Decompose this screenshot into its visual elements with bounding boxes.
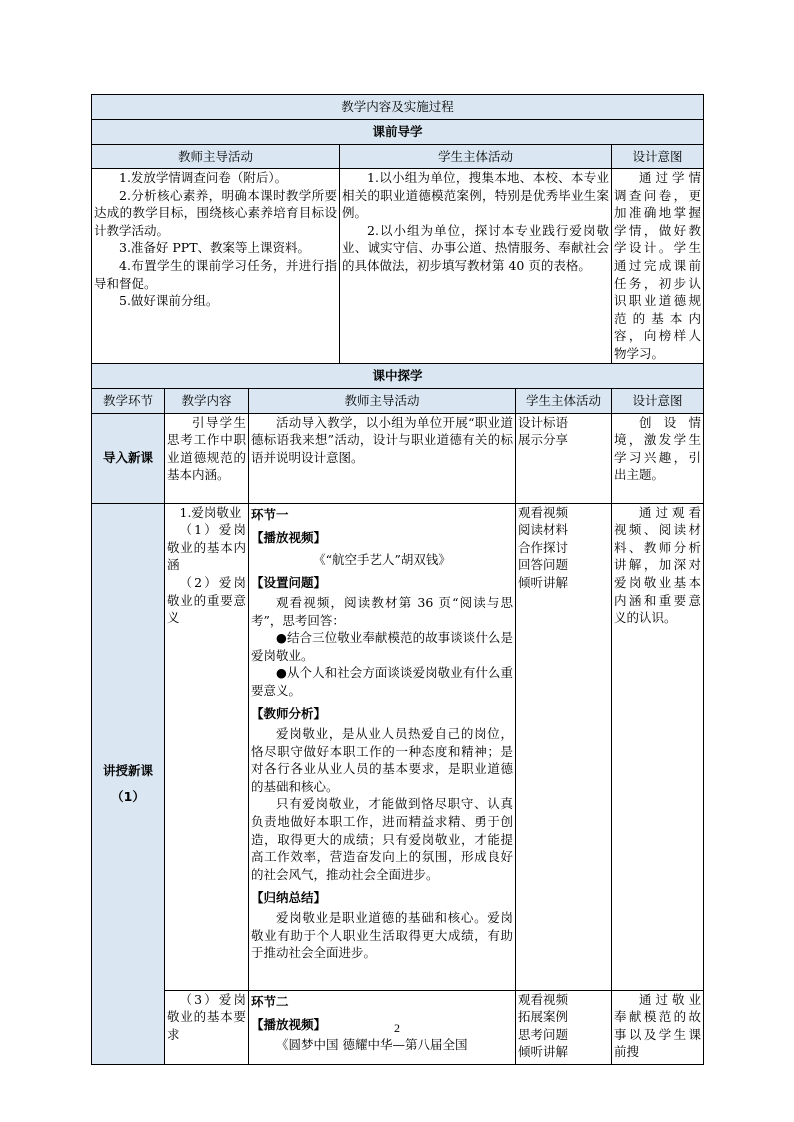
pre-student-item: 2.以小组为单位，探讨本专业践行爱岗敬业、诚实守信、办事公道、热情服务、奉献社会的具体做法，初步填写教材第 40 页的表格。 <box>342 222 609 273</box>
intro-content: 引导学生思考工作中职业道德规范的基本内涵。 <box>165 413 249 503</box>
summary-text: 爱岗敬业是职业道德的基础和核心。爱岗敬业有助于个人职业生活取得更大成绩，有助于推动社会全面进步。 <box>251 910 513 961</box>
in-class-title: 课中探学 <box>92 363 704 388</box>
section-title: 教学内容及实施过程 <box>92 95 704 120</box>
lecture1-student-item: 回答问题 <box>518 557 569 573</box>
intro-student-item: 展示分享 <box>518 432 569 448</box>
lecture1-content: 1.爱岗敬业 （1）爱岗敬业的基本内涵 （2）爱岗敬业的重要意义 <box>165 503 249 990</box>
summary-heading: 【归纳总结】 <box>251 890 327 906</box>
question-text: 观看视频，阅读教材第 36 页“阅读与思考”，思考回答： <box>251 594 513 628</box>
video-title: 《圆梦中国 德耀中华—第八届全国 <box>276 1036 468 1052</box>
intro-intent: 创设情境，激发学生学习兴趣，引出主题。 <box>612 413 704 503</box>
step-title: 环节二 <box>251 993 289 1009</box>
pre-student-activities <box>340 169 612 364</box>
lecture1-intent: 通过观看视频、阅读材料、教师分析讲解，加深对爱岗敬业基本内涵和重要意义的认识。 <box>612 503 704 990</box>
analysis-heading: 【教师分析】 <box>251 706 327 722</box>
pre-class-title: 课前导学 <box>92 120 704 145</box>
segment-intro: 导入新课 <box>92 413 165 503</box>
lecture1-student-item: 倾听讲解 <box>518 574 569 590</box>
analysis-paragraph: 只有爱岗敬业，才能做到恪尽职守、认真负责地做好本职工作，进而精益求精、勇于创造，取得更大的成绩；只有爱岗敬业，才能提高工作效率，营造奋发向上的氛围，形成良好的社会风气，推动社会全面进步。 <box>251 796 513 882</box>
lecture1-student-item: 阅读材料 <box>518 522 569 538</box>
pre-teacher-item: 2.分析核心素养，明确本课时教学所要达成的教学目标，围绕核心素养培育目标设计教学活动。 <box>94 187 337 238</box>
video-heading: 【播放视频】 <box>251 1017 327 1033</box>
lecture1-teacher <box>249 503 516 990</box>
in-header-content: 教学内容 <box>165 388 249 413</box>
lecture2-student-item: 观看视频 <box>518 991 569 1007</box>
lecture1-student-item: 观看视频 <box>518 504 569 520</box>
lecture2-student-item: 思考问题 <box>518 1026 569 1042</box>
in-header-student: 学生主体活动 <box>516 388 612 413</box>
pre-teacher-activities <box>92 169 340 364</box>
lecture2-student-item: 倾听讲解 <box>518 1044 569 1060</box>
in-header-segment: 教学环节 <box>92 388 165 413</box>
in-header-teacher: 教师主导活动 <box>249 388 516 413</box>
segment-lecture: 讲授新课 （1） <box>92 503 165 1064</box>
intro-teacher: 活动导入教学，以小组为单位开展“职业道德标语我来想”活动，设计与职业道德有关的标语并说明设计意图。 <box>249 413 516 503</box>
pre-header-student: 学生主体活动 <box>340 145 612 169</box>
pre-header-intent: 设计意图 <box>612 145 704 169</box>
intro-student-item: 设计标语 <box>518 414 569 430</box>
lecture1-student <box>516 503 612 990</box>
lecture2-student-item: 拓展案例 <box>518 1009 569 1025</box>
pre-student-item: 1.以小组为单位，搜集本地、本校、本专业相关的职业道德模范案例，特别是优秀毕业生案例。 <box>342 170 609 221</box>
pre-intent-text: 通过学情调查问卷，更加准确地掌握学情，做好教学设计。学生通过完成课前任务，初步认识职业道德规范的基本内容，向榜样人物学习。 <box>614 170 702 361</box>
pre-teacher-item: 3.准备好 PPT、教案等上课资料。 <box>119 240 311 256</box>
page-number: 2 <box>394 1021 400 1035</box>
in-header-intent: 设计意图 <box>612 388 704 413</box>
pre-design-intent <box>612 169 704 364</box>
analysis-paragraph: 爱岗敬业，是从业人员热爱自己的岗位，恪尽职守做好本职工作的一种态度和精神；是对各行各业从业人员的基本要求，是职业道德的基础和核心。 <box>251 726 513 794</box>
pre-header-teacher: 教师主导活动 <box>92 145 340 169</box>
intro-student <box>516 413 612 503</box>
lesson-plan-table <box>91 94 704 1065</box>
lecture2-content: （3）爱岗敬业的基本要求 <box>165 990 249 1064</box>
pre-teacher-item: 5.做好课前分组。 <box>119 293 219 309</box>
lecture2-intent: 通过敬业奉献模范的故事以及学生课前搜 <box>612 990 704 1064</box>
video-title: 《“航空手艺人”胡双钱》 <box>313 551 451 567</box>
video-heading: 【播放视频】 <box>251 530 327 546</box>
lecture1-student-item: 合作探讨 <box>518 539 569 555</box>
pre-teacher-item: 4.布置学生的课前学习任务，并进行指导和督促。 <box>94 257 337 291</box>
question-bullet: ●结合三位敬业奉献模范的故事谈谈什么是爱岗敬业。 <box>251 630 513 663</box>
step-title: 环节一 <box>251 506 289 522</box>
question-bullet: ●从个人和社会方面谈谈爱岗敬业有什么重要意义。 <box>251 665 513 698</box>
pre-teacher-item: 1.发放学情调查问卷（附后）。 <box>119 170 288 185</box>
question-heading: 【设置问题】 <box>251 575 327 591</box>
